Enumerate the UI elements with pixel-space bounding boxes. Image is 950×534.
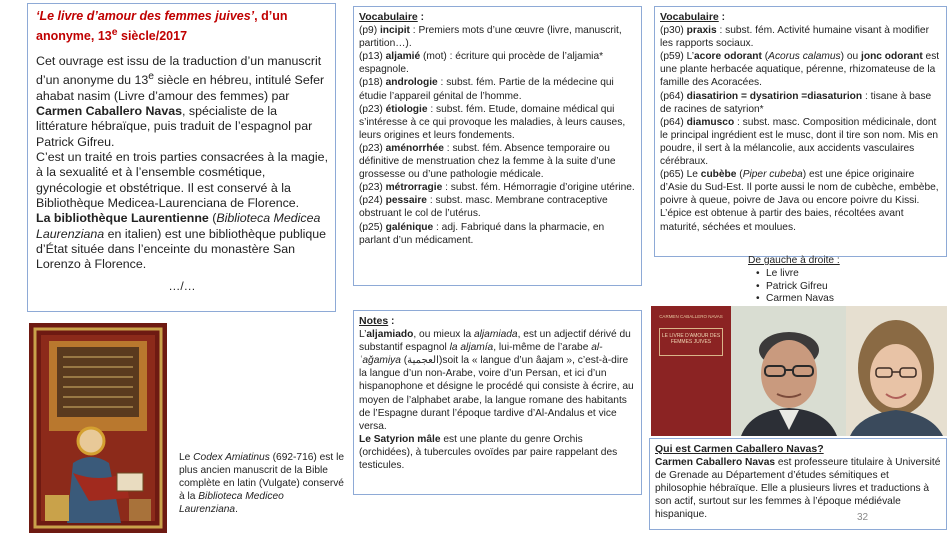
photo-legend	[748, 255, 868, 306]
vocab2-e5a: (	[736, 169, 743, 181]
vocab-entry-term: métrorragie	[385, 182, 443, 194]
continued-marker: …/…	[168, 279, 196, 294]
vocab1-entry	[359, 221, 635, 247]
vocab-entry-definition: (mot) : écriture qui procède de l’aljamia* espagnole.	[359, 51, 604, 76]
legend-item: • Le livre	[756, 268, 868, 281]
note-satyrion	[359, 433, 635, 472]
patrick-gifreu-portrait	[731, 306, 846, 436]
note2-term: Le Satyrion mâle	[359, 433, 441, 445]
note1-e: (	[400, 355, 408, 367]
vocab2-entry-diasatirion	[660, 90, 941, 116]
vocab1-entry	[359, 181, 635, 194]
vocab2-e2b: ) ou	[840, 51, 862, 63]
vocab-entry-page: (p25)	[359, 221, 386, 233]
intro-paragraph-2: C’est un traité en trois parties consacrées à la magie, à la sexualité et à l’ensemble cosmétique, gynécologie et obstétrique. Il est conservé à la Bibliothèque Medicea-Laurenciana de Florence.	[36, 150, 329, 210]
vocab2-e3-page: (p64)	[660, 90, 687, 102]
vocab2-e5-term: cubèbe	[700, 169, 737, 181]
intro-title-sup: e	[111, 26, 118, 38]
note-aljamiado	[359, 328, 635, 433]
note1-a: L’	[359, 329, 367, 341]
vocab-entry-page: (p23)	[359, 182, 386, 194]
note1-italic-2: la aljamía	[449, 342, 494, 354]
vocab1-entry	[359, 142, 635, 181]
portrait-photo-woman	[846, 306, 947, 436]
vocab2-heading-line	[660, 11, 941, 24]
codex-amiatinus-image	[29, 323, 167, 533]
note2-def: est une plante du genre Orchis (orchidées), à tubercules ovoïdes par paire rappelant des testicules.	[359, 433, 618, 472]
portrait-photo-man	[731, 306, 846, 436]
vocab2-e2-page: (p59) L’	[660, 51, 694, 63]
page-number: 32	[857, 512, 869, 523]
vocab2-e3-def: : tisane à base de racines de satyrion*	[660, 90, 932, 115]
intro-title-rest: , d’un anonyme, 13	[36, 9, 288, 43]
book-cover-author: CARMEN CABALLERO NAVAS	[659, 314, 723, 319]
vocab2-e3-term: diasatirion = dysatirion =diasaturion	[686, 90, 863, 102]
vocab1-heading-line	[359, 11, 635, 24]
vocab1-entry	[359, 24, 635, 50]
vocab-entry-term: galénique	[385, 221, 434, 233]
notes-heading-line	[359, 315, 635, 328]
note1-b: , ou mieux la	[413, 329, 474, 341]
vocab2-e5-italic: Piper cubeba	[742, 169, 803, 181]
note1-italic-3: al-ʿaǧamiya	[359, 342, 603, 367]
vocab2-e2-def: est une plante herbacée aquatique, pérenne, rhizomateuse de la famille des Acoracées.	[660, 51, 940, 89]
vocab-entry-page: (p13)	[359, 51, 386, 63]
book-cover-title: LE LIVRE D’AMOUR DES FEMMES JUIVES	[659, 328, 723, 356]
notes-heading: Notes	[359, 315, 389, 327]
vocab2-entry-cubebe	[660, 168, 941, 233]
vocab2-entry-praxis	[660, 24, 941, 50]
vocab1-heading: Vocabulaire	[359, 11, 418, 23]
vocab-entry-term: aljamié	[385, 51, 421, 63]
vocab2-e4-page: (p64)	[660, 116, 687, 128]
legend-heading: De gauche à droite :	[748, 255, 840, 266]
note1-arabic: العجمية	[407, 355, 439, 367]
intro-p1a: Cet ouvrage est issu de la traduction d’un manuscrit d’un anonyme du 13	[36, 54, 322, 88]
intro-title-end: siècle/2017	[117, 28, 188, 43]
vocab-entry-definition: : subst. fém. Absence temporaire ou définitive de menstruation chez la femme à la suite d’une grossesse ou d’une pathologie médicale.	[359, 142, 616, 181]
vocab1-entry	[359, 194, 635, 220]
vocab-entry-page: (p24)	[359, 195, 386, 207]
legend-list	[748, 268, 868, 306]
vocab1-heading-colon: :	[417, 12, 424, 23]
vocab2-e2-term: acore odorant	[693, 51, 762, 63]
vocab2-e1-term: praxis	[686, 25, 717, 37]
vocab2-heading-colon: :	[718, 12, 725, 23]
vocab2-heading: Vocabulaire	[660, 11, 719, 23]
note1-italic-1: aljamiada	[473, 329, 518, 341]
carmen-navas-portrait	[846, 306, 947, 436]
bio-name: Carmen Caballero Navas	[655, 457, 776, 468]
note1-d: , lui-même de l’arabe	[493, 342, 592, 354]
vocabulary-box-1	[353, 6, 642, 286]
bio-description: est professeure titulaire à Université de Grenade au Département d’études sémitiques et philosophie hébraïque. Elle a plusieurs livres et traductions à son actif, surtout sur les femmes à l’époque médiévale hispanique.	[655, 457, 941, 521]
intro-paragraph-3	[36, 211, 328, 272]
vocab-entry-definition: : adj. Fabriqué dans la pharmacie, en parlant d’un médicament.	[359, 221, 605, 246]
note1-term: aljamiado	[366, 329, 414, 341]
vocab-entry-definition: : subst. masc. Membrane contraceptive obstruant le col de l’utérus.	[359, 195, 608, 220]
intro-p3-italic: Biblioteca Medicea Laurenziana	[36, 211, 321, 241]
vocab-entry-definition: : subst. fém. Hémorragie d’origine utérine.	[442, 182, 635, 194]
vocab-entry-definition: : subst. fém. Partie de la médecine qui étudie l’appareil génital de l’homme.	[359, 77, 614, 102]
notes-heading-colon: :	[388, 316, 395, 327]
note1-f: )soit la « langue d’un âajam », c’est-à-dire la langue d’un non-Arabe, voire d’un Persan, et ici d’un hispanophone et désigne le procédé qui consiste à écrire, au moyen de l’alphabet arabe, la langue romane des habitants de l’Espagne durant l’époque tardive d’Al-Andalus et vice versa.	[359, 355, 634, 432]
vocab2-e5-def: ) est une épice originaire d’Asie du Sud-Est. Il porte aussi le nom de cubèche, embèbe, poivre à queue, poivre de Java ou encore poivre du Kissi. L’épice est obtenue à partir des baies, récoltées avant maturité, séchées et moulues.	[660, 169, 939, 233]
intro-p1b: siècle en hébreu, intitulé Sefer ahabat nasim (Livre d’amour des femmes) par	[36, 73, 325, 103]
vocab-entry-definition: : subst. fém. Etude, domaine médical qui s’intéresse à ce qui provoque les maladies, à leurs causes, leurs origines et leurs fondements.	[359, 103, 626, 141]
intro-body	[36, 54, 328, 295]
intro-title-italic: ‘Le livre d’amour des femmes juives’	[36, 9, 255, 23]
vocab-entry-term: pessaire	[385, 195, 427, 207]
vocab-entry-page: (p23)	[359, 142, 386, 154]
vocab-entry-page: (p18)	[359, 77, 386, 89]
vocab-entry-term: andrologie	[385, 77, 438, 89]
vocab2-e2-term2: jonc odorant	[861, 51, 923, 63]
vocab1-entry	[359, 50, 635, 76]
vocab1-entry	[359, 103, 635, 142]
vocab-entry-term: incipit	[379, 25, 410, 37]
vocab-entry-page: (p9)	[359, 25, 380, 37]
vocab2-e4-term: diamusco	[686, 116, 735, 128]
vocab2-entry-diamusco	[660, 116, 941, 168]
notes-box	[353, 310, 642, 495]
codex-caption-b: (692-716) est le plus ancien manuscrit de la Bible complète en latin (Vulgate) conservé à la	[179, 452, 344, 502]
intro-title	[36, 9, 328, 44]
intro-p3-name: La bibliothèque Laurentienne	[36, 211, 209, 226]
codex-caption-c: .	[235, 504, 238, 515]
vocab-entry-term: étiologie	[385, 103, 428, 115]
vocab2-e2a: (	[761, 51, 769, 63]
bio-heading: Qui est Carmen Caballero Navas?	[655, 443, 824, 455]
vocab-entry-term: aménorrhée	[385, 142, 444, 154]
vocabulary-box-2	[654, 6, 947, 257]
vocab2-e5-page: (p65) Le	[660, 169, 701, 181]
illuminated-manuscript-image	[29, 323, 167, 533]
vocab-entry-page: (p23)	[359, 103, 386, 115]
codex-caption	[179, 451, 344, 516]
intro-paragraph-1	[36, 54, 328, 150]
intro-p1-sup: e	[148, 71, 155, 83]
book-cover-image	[651, 306, 731, 436]
bio-box	[649, 438, 947, 530]
codex-caption-italic-2: Biblioteca Mediceo Laurenziana	[179, 491, 284, 515]
vocab2-e1-page: (p30)	[660, 25, 687, 37]
legend-item: • Carmen Navas	[756, 293, 868, 306]
codex-caption-a: Le	[179, 452, 194, 463]
vocab2-e1-def: : subst. fém. Activité humaine visant à modifier les rapports sociaux.	[660, 25, 929, 50]
vocab-entry-definition: : Premiers mots d’une œuvre (livre, manuscrit, partition…).	[359, 25, 622, 50]
intro-p3b: en italien) est une bibliothèque publique d’État située dans l’enceinte du monastère San Lorenzo à Florence.	[36, 226, 327, 272]
note1-c: , est un adjectif dérivé du substantif espagnol	[359, 329, 631, 354]
vocab2-e4-def: : subst. masc. Composition médicinale, dont le principal ingrédient est le musc, dont il tire son nom. Mis en poudre, il sert à la mélancolie, aux accidents vasculaires cérébraux.	[660, 116, 939, 168]
intro-p3a: (	[208, 211, 217, 226]
vocab2-e2-italic: Acorus calamus	[768, 51, 841, 63]
intro-p1c: , spécialiste de la littérature hébraïque, puis traduit de l’espagnol par Patrick Gifreu.	[36, 104, 313, 149]
bio-text	[655, 456, 941, 521]
intro-p1-name: Carmen Caballero Navas	[36, 104, 183, 119]
vocab1-entry	[359, 76, 635, 102]
vocab2-entry-acore	[660, 50, 941, 89]
legend-item: • Patrick Gifreu	[756, 281, 868, 294]
vocab1-list	[359, 24, 635, 247]
intro-box	[27, 3, 336, 312]
codex-caption-italic: Codex Amiatinus	[193, 452, 270, 463]
